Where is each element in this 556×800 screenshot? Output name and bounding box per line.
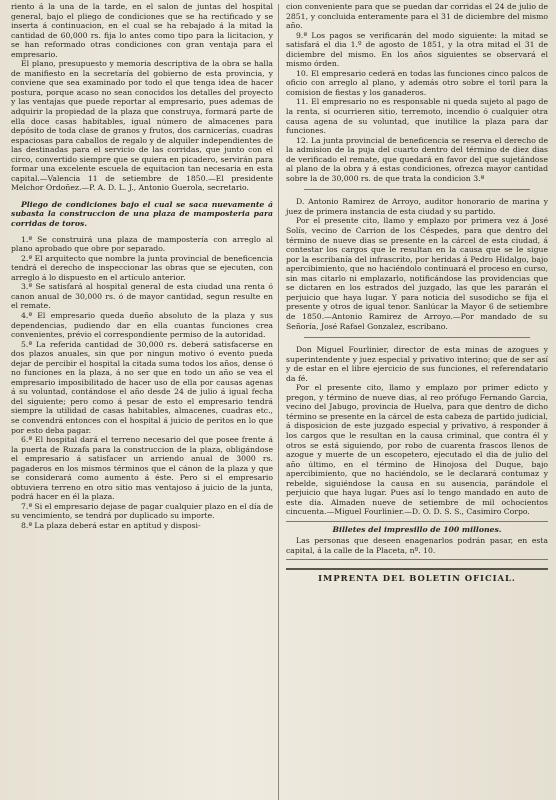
edict-heading: D. Antonio Ramirez de Arroyo, auditor honorario de marina y juez de primera instancia de esta ciudad y su partido. — [286, 197, 548, 216]
condition-11: 11. El empresario no es responsable ni queda sujeto al pago de la renta, si ocurrieren sitio, terremoto, incendio ó cualquier otra causa agena de su voluntad, que inutilice la plaza para dar funciones. — [286, 97, 548, 136]
edict-body: Por el presente cito, llamo y emplazo por primera vez á José Solís, vecino de Carrion de los Céspedes, para que dentro del término de nueve dias se presente en la cárcel de esta ciudad, á contestar los cargos que le resultan en la causa que se le sigue por la escribanía del infrascrito, por heridas á Pedro Hidalgo, bajo apercibimiento, que no haciéndolo continuará el proceso en curso, sin mas citarlo ni emplazarlo, notificándose las providencias que se dictaren en los estrados del juzgado, las que les pararán el perjuicio que haya lugar. Y para noticia del susodicho se fija el presente y otros de igual tenor. Sanlúcar la Mayor 6 de setiembre de 1850.—Antonio Ramirez de Arroyo.—Por mandado de su Señoría, José Rafael Gonzalez, escribano. — [286, 216, 548, 331]
column-divider — [278, 4, 279, 800]
section-divider — [304, 337, 530, 338]
right-column — [286, 2, 548, 583]
condition-3: 3.ª Se satisfará al hospital general de esta ciudad una renta ó canon anual de 30,000 rs. ó de mayor cantidad, segun resulte en el remate. — [11, 282, 273, 311]
left-column — [11, 2, 273, 531]
announcement-box — [286, 521, 548, 560]
condition-2: 2.ª El arquitecto que nombre la junta provincial de beneficencia tendrá el derecho de inspeccionar las obras que se ejecuten, con arreglo á lo dispuesto en el artículo anterior. — [11, 253, 273, 282]
section-divider — [304, 189, 530, 190]
edict-body: Por el presente cito, llamo y emplazo por primer edicto y pregon, y término de nueve dias, al reo prófugo Fernando Garcia, vecino del Jabugo, provincia de Huelva, para que dentro de dicho término se presente en la cárcel de esta cabeza de partido judicial, á disposicion de este juzgado especial y privativo, á responder á los cargos que le resultan en la causa criminal, que contra él y otros se está siguiendo, por robo de cuarenta frascos llenos de azogue y muerte de un escopetero, ejecutado el dia de julio del año último, en el término de Hinojosa del Duque, bajo apercibimiento, que no haciéndolo, se le declarará contumaz y rebelde, siguiéndose la causa en su ausencia, parándole el perjuicio que haya lugar. Pues así lo tengo mandado en auto de este dia. Almaden nueve de setiembre de mil ochocientos cincuenta.—Miguel Fourlinier.—D. O. D. S. S., Casimiro Corpo. — [286, 383, 549, 517]
condition-8-continuation: cion conveniente para que se puedan dar corridas el 24 de julio de 2851, y concluida enteramente para el 31 de diciembre del mismo año. — [286, 2, 548, 31]
imprint-line: IMPRENTA DEL BOLETIN OFICIAL. — [286, 568, 548, 584]
condition-7: 7.ª Si el empresario dejase de pagar cualquier plazo en el día de su vencimiento, se tendrá por duplicado su importe. — [11, 501, 273, 521]
pliego-title: Pliego de condiciones bajo el cual se saca nuevamente á subasta la construccion de una plaza de mamposteria para corridas de toros. — [11, 199, 273, 229]
condition-6: 6.ª El hospital dará el terreno necesario del que posee frente á la puerta de Ruzafa para la construccion de la plaza, obligándose el empresario á satisfacer un arriendo anual de 3000 rs. pagaderos en los mismos términos que el cánon de la plaza y que se considerará como aumento á éste. Pero si el empresario obtuviera terreno en otro sitio mas ventajoso á juicio de la junta, podrá hacer en él la plaza. — [11, 435, 273, 502]
announcement-title: Billetes del impresillo de 100 millones. — [332, 524, 502, 534]
edict-heading: Don Miguel Fourlinier, director de esta minas de azogues y superintendente y juez especial y privativo interino; que de ser así y de estar en el libre ejercicio de sus funciones, el referendatario da fé. — [286, 345, 548, 383]
condition-8: 8.ª La plaza deberá estar en aptitud y disposi- — [21, 520, 201, 530]
condition-5: 5.ª La referida cantidad de 30,000 rs. deberá satisfacerse en dos plazos anuales, sin que por ningun motivo ó evento pueda dejar de percibir el hospital la citada suma todos los años, dense ó no funciones en la plaza, á no ser que en todo un año se vea el empresario imposibilitado de hacer uso de ella por causas agenas á su voluntad, contándose el año desde 24 de julio á igual fecha del siguiente; pero como á pesar de esto el empresario tendrá siempre la utilidad de casas habitables, almacenes, cuadras etc., se convendrá entonces con el hospital á juicio de peritos en lo que por esto deba pagar. — [11, 339, 273, 435]
condition-12: 12. La junta provincial de beneficencia se reserva el derecho de la admision de la puja del cuarto dentro del término de diez dias de verificado el remate, que quedará en favor del que sujetándose al plano de la obra y á estas condiciones, ofrezca mayor cantidad sobre la de 30,000 rs. de que trata la condicion 3.ª — [286, 135, 548, 183]
paragraph: riento á la una de la tarde, en el salon de juntas del hospital general, bajo el pliego de condiciones que se ha rectificado y se inserta á continuacion, en el cual se ha rebajado á la mitad la cantidad de 60,000 rs. fija lo antes como tipo para la licitacion, y se han reformado otras condiciones con gran ventaja para el empresario. — [11, 2, 273, 59]
announcement-text: Las personas que deseen enagenarlos podrán pasar, en esta capital, á la calle de la Placeta, nº. 10. — [286, 536, 548, 555]
condition-1: 1.ª Se construirá una plaza de mampostería con arreglo al plano aprobado que obre por separado. — [11, 234, 273, 254]
condition-9: 9.ª Los pagos se verificarán del modo siguiente: la mitad se satisfará el dia 1.º de agosto de 1851, y la otra mitad el 31 de diciembre del mismo. En los años siguientes se observará el mismo órden. — [286, 30, 548, 69]
paragraph: El plano, presupuesto y memoria descriptiva de la obra se halla de manifiesto en la secretaría del gobierno de esta provincia, y conviene que sea examinado por todo el que tenga idea de hacer postura, porque acaso no sean conocidos los detalles del proyecto y las ventajas que puede reportar al empresario, pues ademas de adquirir la propiedad de la plaza que construya, formará parte de ella doce casas habitables, igual número de almacenes para depósito de toda clase de granos y frutos, dos carnicerías, cuadras espaciosas para caballos de regalo y de alquiler independientes de las destinadas para el servicio de las corridas, que junto con el circo, convertido siempre que se quiera en picadero, servirán para formar una excelente escuela de equitacion tan necesaria en esta capital.—Valencia 11 de setiembre de 1850.—El presidente Melchor Ordoñez.—P. A. D. L. J., Antonio Guerola, secretario. — [11, 59, 273, 193]
condition-4: 4.ª El empresario queda dueño absoluto de la plaza y sus dependencias, pudiendo dar en ella cuantas funciones crea convenientes, prévio el correspondiente permiso de la autoridad. — [11, 310, 273, 340]
condition-10: 10. El empresario cederá en todas las funciones cinco palcos de oficio con arreglo al plano, y además otro sobre el toril para la comision de fiestas y los ganaderos. — [286, 68, 548, 97]
